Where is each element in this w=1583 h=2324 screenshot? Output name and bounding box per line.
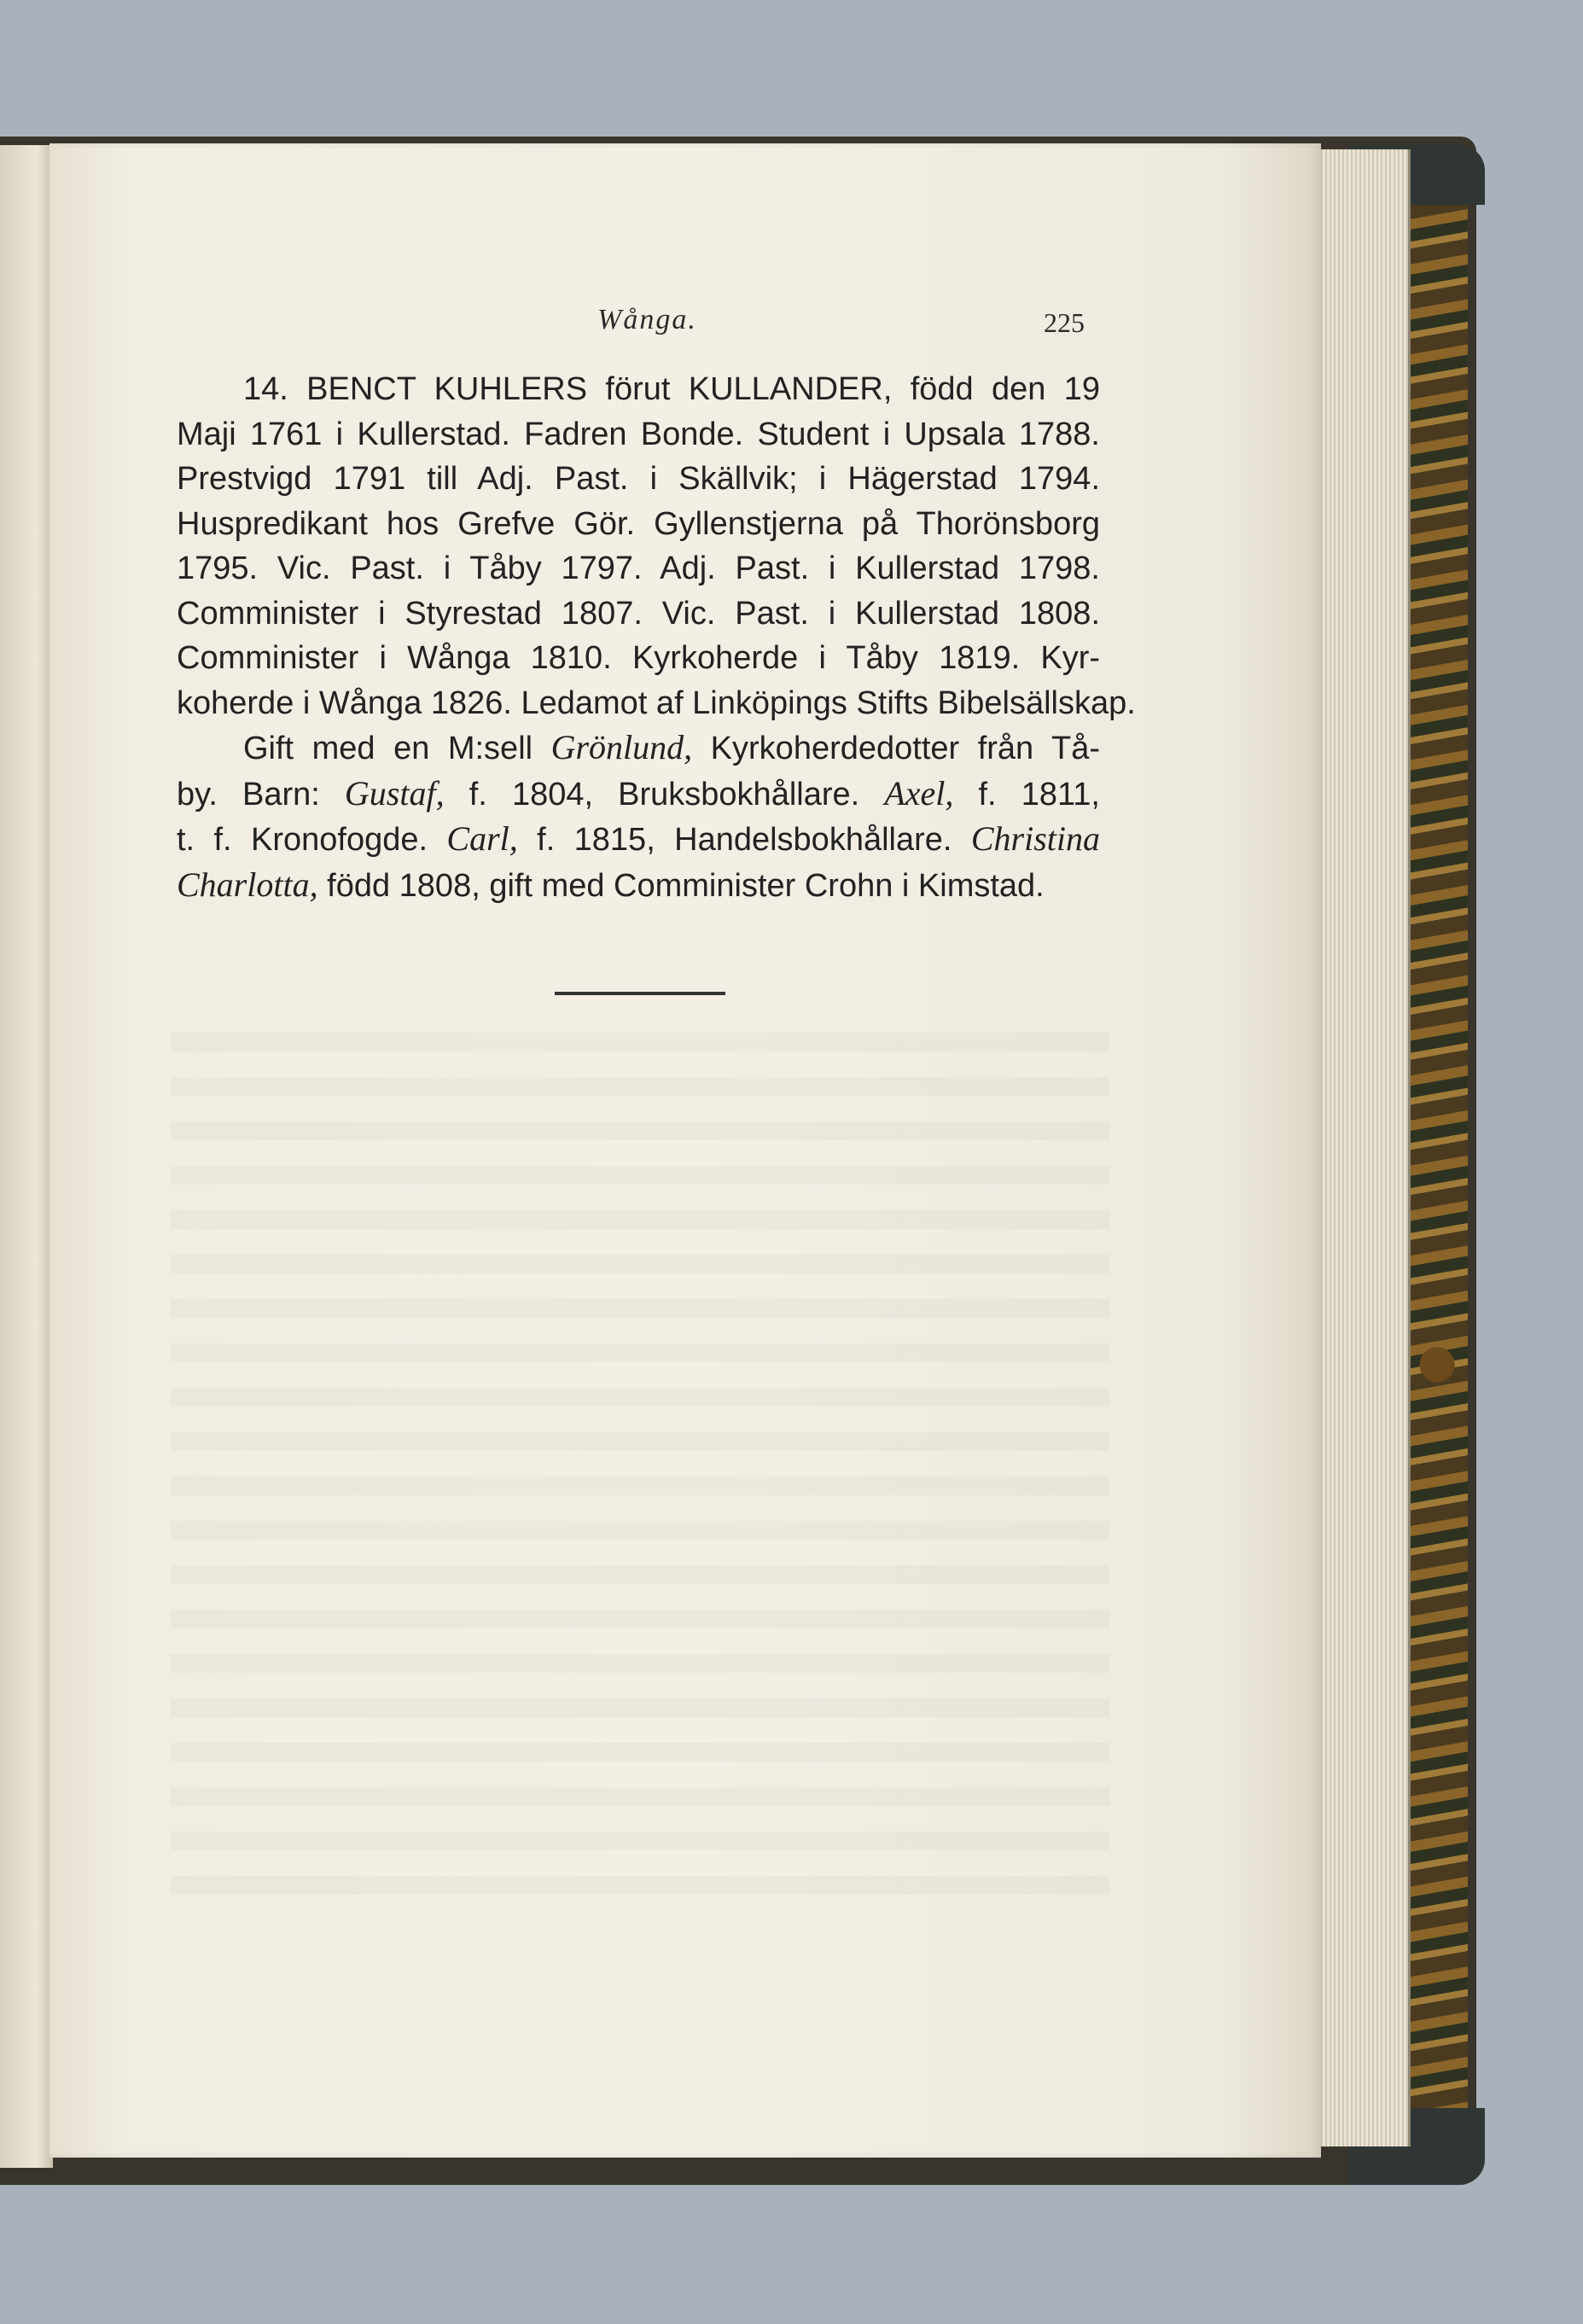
entry-text <box>177 367 1136 908</box>
child-name: Carl, <box>446 819 518 858</box>
page-number: 225 <box>1044 307 1085 338</box>
child-name: Charlotta, <box>177 865 318 904</box>
family-line: by. Barn: Gustaf, f. 1804, Bruksbokhållare. Axel, f. 1811, <box>177 773 1100 813</box>
entry-line: Huspredikant hos Grefve Gör. Gyllenstjerna på Thorönsborg <box>177 505 1100 542</box>
child-name: Axel, <box>884 773 954 813</box>
entry-line: koherde i Wånga 1826. Ledamot af Linköpings Stifts Bibelsällskap. <box>177 684 1136 721</box>
child-name: Christina <box>970 819 1100 858</box>
entry-line: 1795. Vic. Past. i Tåby 1797. Adj. Past. i Kullerstad 1798. <box>177 550 1100 586</box>
family-line: t. f. Kronofogde. Carl, f. 1815, Handelsbokhållare. Christina <box>177 819 1100 858</box>
entry-line: 14. BENCT KUHLERS förut KULLANDER, född den 19 <box>243 371 1100 407</box>
child-name: Gustaf, <box>344 773 445 813</box>
entry-line: Prestvigd 1791 till Adj. Past. i Skällvik; i Hägerstad 1794. <box>177 461 1100 497</box>
left-page-edge <box>0 145 53 2168</box>
section-divider-rule <box>555 992 725 995</box>
family-line: Charlotta, född 1808, gift med Comminister Crohn i Kimstad. <box>177 865 1045 904</box>
show-through-texture <box>171 1007 1109 1912</box>
entry-line: Comminister i Styrestad 1807. Vic. Past. i Kullerstad 1808. <box>177 595 1100 632</box>
spouse-name: Grönlund, <box>550 728 693 766</box>
family-line: Gift med en M:sell Grönlund, Kyrkoherdedotter från Tå- <box>243 728 1100 766</box>
running-header-title: Wånga. <box>597 304 697 335</box>
entry-line: Maji 1761 i Kullerstad. Fadren Bonde. Student i Upsala 1788. <box>177 416 1100 452</box>
entry-line: Comminister i Wånga 1810. Kyrkoherde i Tåby 1819. Kyr- <box>177 640 1100 676</box>
